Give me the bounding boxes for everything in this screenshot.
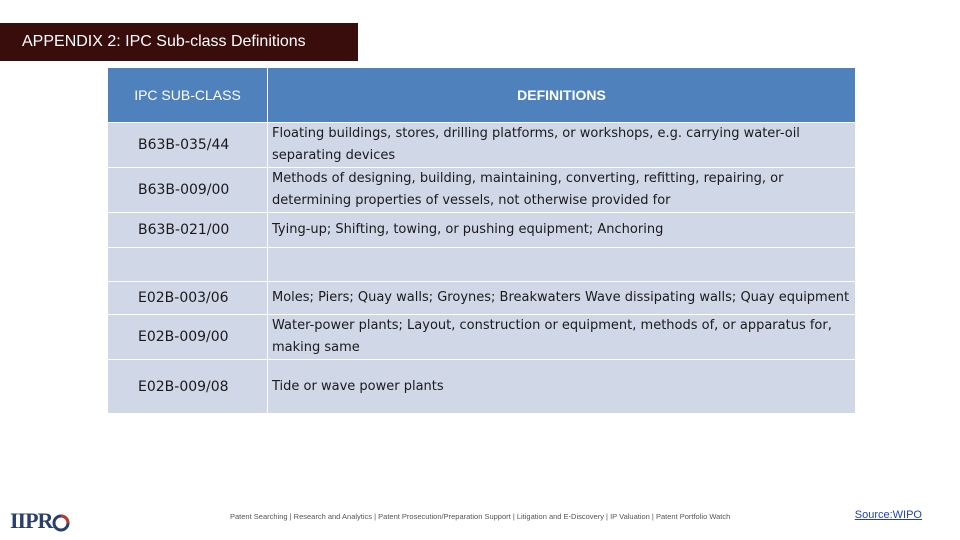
table-row-empty bbox=[108, 248, 856, 282]
column-header-subclass: IPC SUB-CLASS bbox=[108, 68, 268, 123]
table-row bbox=[108, 282, 856, 315]
footer-services: Patent Searching | Research and Analytics | Patent Prosecution/Preparation Support | Litigation and E-Discovery | IP Valuation | Patent Portfolio Watch bbox=[230, 512, 731, 521]
source-link[interactable]: Source:WIPO bbox=[854, 509, 922, 521]
subclass-definition: Methods of designing, building, maintaining, converting, refitting, repairing, or determining properties of vessels, not otherwise provided for bbox=[268, 168, 856, 213]
logo-text: IIPR bbox=[10, 508, 53, 533]
subclass-definition: Water-power plants; Layout, construction or equipment, methods of, or apparatus for, making same bbox=[268, 315, 856, 360]
subclass-code: B63B-009/00 bbox=[108, 168, 268, 213]
subclass-definition bbox=[268, 248, 856, 282]
subclass-code: E02B-003/06 bbox=[108, 282, 268, 315]
table-row bbox=[108, 360, 856, 414]
subclass-definition: Floating buildings, stores, drilling platforms, or workshops, e.g. carrying water-oil separating devices bbox=[268, 123, 856, 168]
subclass-definition: Tide or wave power plants bbox=[268, 360, 856, 414]
ipc-definitions-table bbox=[107, 67, 856, 414]
table-row bbox=[108, 315, 856, 360]
subclass-code: B63B-035/44 bbox=[108, 123, 268, 168]
subclass-code: E02B-009/08 bbox=[108, 360, 268, 414]
page-title: APPENDIX 2: IPC Sub-class Definitions bbox=[0, 23, 358, 61]
subclass-code: E02B-009/00 bbox=[108, 315, 268, 360]
subclass-code: B63B-021/00 bbox=[108, 213, 268, 248]
subclass-code bbox=[108, 248, 268, 282]
table-row bbox=[108, 168, 856, 213]
table-row bbox=[108, 123, 856, 168]
subclass-definition: Tying-up; Shifting, towing, or pushing equipment; Anchoring bbox=[268, 213, 856, 248]
subclass-definition: Moles; Piers; Quay walls; Groynes; Breakwaters Wave dissipating walls; Quay equipment bbox=[268, 282, 856, 315]
column-header-definitions: DEFINITIONS bbox=[268, 68, 856, 123]
table-header-row bbox=[108, 68, 856, 123]
table-row bbox=[108, 213, 856, 248]
logo-circle-icon bbox=[52, 513, 70, 533]
iipro-logo bbox=[10, 508, 70, 534]
